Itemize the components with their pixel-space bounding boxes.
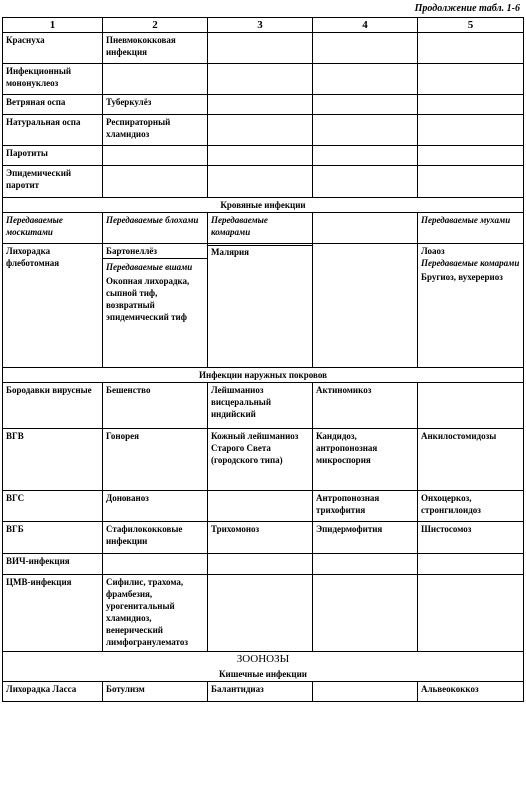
table-row <box>3 491 524 522</box>
column-header: 3 <box>208 18 313 33</box>
table-cell: Анкилостомидозы <box>418 429 524 491</box>
table-cell <box>103 554 208 575</box>
table-cell <box>208 33 313 64</box>
section-title-zoonoses: ЗООНОЗЫ <box>3 652 524 668</box>
section-row <box>3 652 524 668</box>
table-cell <box>313 244 418 368</box>
table-row <box>3 244 524 368</box>
vector-cell <box>313 213 418 244</box>
cell-line: Бругиоз, вухерериоз <box>421 272 503 282</box>
table-cell: Эпидемический паротит <box>3 166 103 198</box>
table-cell: Лихорадка флеботомная <box>3 244 103 368</box>
table-cell: Эпидермофития <box>313 522 418 554</box>
table-cell: Балантидиаз <box>208 682 313 702</box>
cell-line: Передаваемые комарами <box>421 258 520 268</box>
table-cell: Ветряная оспа <box>3 95 103 115</box>
table-cell: Альвеококкоз <box>418 682 524 702</box>
table-cell: Натуральная оспа <box>3 115 103 146</box>
table-row <box>3 33 524 64</box>
table-cell <box>313 554 418 575</box>
table-cell: Краснуха <box>3 33 103 64</box>
table-cell <box>208 244 313 368</box>
table-cell <box>418 115 524 146</box>
column-header: 1 <box>3 18 103 33</box>
table-cell: ЦМВ-инфекция <box>3 575 103 652</box>
table-cell <box>313 575 418 652</box>
table-cell <box>313 95 418 115</box>
table-cell <box>208 554 313 575</box>
table-cell: Сифилис, трахома, фрамбезия, урогенитальный хламидиоз, венерический лимфогранулематоз <box>103 575 208 652</box>
section-title-blood-infections: Кровяные инфекции <box>3 198 524 213</box>
table-continuation-caption: Продолжение табл. 1-6 <box>414 3 520 14</box>
table-cell: Гонорея <box>103 429 208 491</box>
table-cell <box>103 64 208 95</box>
vector-cell: Передаваемые комарами <box>208 213 313 244</box>
table-cell <box>418 554 524 575</box>
table-cell <box>418 95 524 115</box>
cell-line: Бартонеллёз <box>103 245 207 259</box>
section-title-external-covers: Инфекции наружных покровов <box>3 368 524 383</box>
table-cell <box>208 115 313 146</box>
table-cell: Актиномикоз <box>313 383 418 429</box>
table-cell: Респираторный хламидиоз <box>103 115 208 146</box>
table-cell <box>418 146 524 166</box>
table-row <box>3 522 524 554</box>
table-cell: Антропонозная трихофития <box>313 491 418 522</box>
table-cell: ВИЧ-инфекция <box>3 554 103 575</box>
table-row <box>3 682 524 702</box>
table-cell <box>103 146 208 166</box>
table-cell <box>103 244 208 368</box>
table-cell <box>418 166 524 198</box>
table-cell: Лейшманиоз висцеральный индийский <box>208 383 313 429</box>
table-cell <box>418 383 524 429</box>
table-cell <box>313 33 418 64</box>
table-row <box>3 383 524 429</box>
vector-cell: Передаваемые мухами <box>418 213 524 244</box>
table-row <box>3 213 524 244</box>
table-cell <box>103 166 208 198</box>
table-cell <box>313 166 418 198</box>
table-row <box>3 575 524 652</box>
header-row <box>3 18 524 33</box>
table-cell: Паротиты <box>3 146 103 166</box>
cell-line: Передаваемые вшами <box>106 262 193 272</box>
section-row <box>3 198 524 213</box>
cell-line: Малярия <box>208 245 312 258</box>
table-cell <box>208 95 313 115</box>
table-cell: ВГБ <box>3 522 103 554</box>
table-cell: ВГС <box>3 491 103 522</box>
section-title-intestinal-infections: Кишечные инфекции <box>3 667 524 682</box>
table-cell <box>313 115 418 146</box>
column-header: 2 <box>103 18 208 33</box>
table-cell: Онхоцеркоз, стронгилоидоз <box>418 491 524 522</box>
vector-cell: Передаваемые блохами <box>103 213 208 244</box>
cell-line: Лоаоз <box>421 246 445 256</box>
table-row <box>3 166 524 198</box>
table-row <box>3 64 524 95</box>
table-row <box>3 95 524 115</box>
table-cell <box>418 64 524 95</box>
table-cell <box>313 146 418 166</box>
table-cell <box>208 146 313 166</box>
table-cell: Шистосомоз <box>418 522 524 554</box>
table-cell <box>208 166 313 198</box>
table-cell: Кандидоз, антропонозная микроспория <box>313 429 418 491</box>
table-row <box>3 554 524 575</box>
column-header: 4 <box>313 18 418 33</box>
section-row <box>3 667 524 682</box>
table-row <box>3 146 524 166</box>
table-cell: Трихомоноз <box>208 522 313 554</box>
infections-table <box>2 17 524 702</box>
table-cell: Ботулизм <box>103 682 208 702</box>
table-cell <box>208 491 313 522</box>
table-cell: Бешенство <box>103 383 208 429</box>
table-cell <box>418 575 524 652</box>
column-header: 5 <box>418 18 524 33</box>
table-cell <box>313 682 418 702</box>
table-cell: Лихорадка Ласса <box>3 682 103 702</box>
table-cell: Стафилококковые инфекции <box>103 522 208 554</box>
table-cell: Туберкулёз <box>103 95 208 115</box>
table-cell <box>418 33 524 64</box>
table-cell <box>208 64 313 95</box>
table-cell: Донованоз <box>103 491 208 522</box>
cell-line: Окопная лихорадка, сыпной тиф, возвратный эпидемический тиф <box>106 276 190 322</box>
table-cell <box>418 244 524 368</box>
section-row <box>3 368 524 383</box>
table-cell <box>313 64 418 95</box>
table-cell: Бородавки вирусные <box>3 383 103 429</box>
table-row <box>3 429 524 491</box>
table-row <box>3 115 524 146</box>
table-cell: Пневмококковая инфекция <box>103 33 208 64</box>
table-cell: Кожный лейшманиоз Старого Света (городского типа) <box>208 429 313 491</box>
table-cell <box>208 575 313 652</box>
table-cell: ВГВ <box>3 429 103 491</box>
vector-cell: Передаваемые москитами <box>3 213 103 244</box>
table-cell: Инфекционный мононуклеоз <box>3 64 103 95</box>
